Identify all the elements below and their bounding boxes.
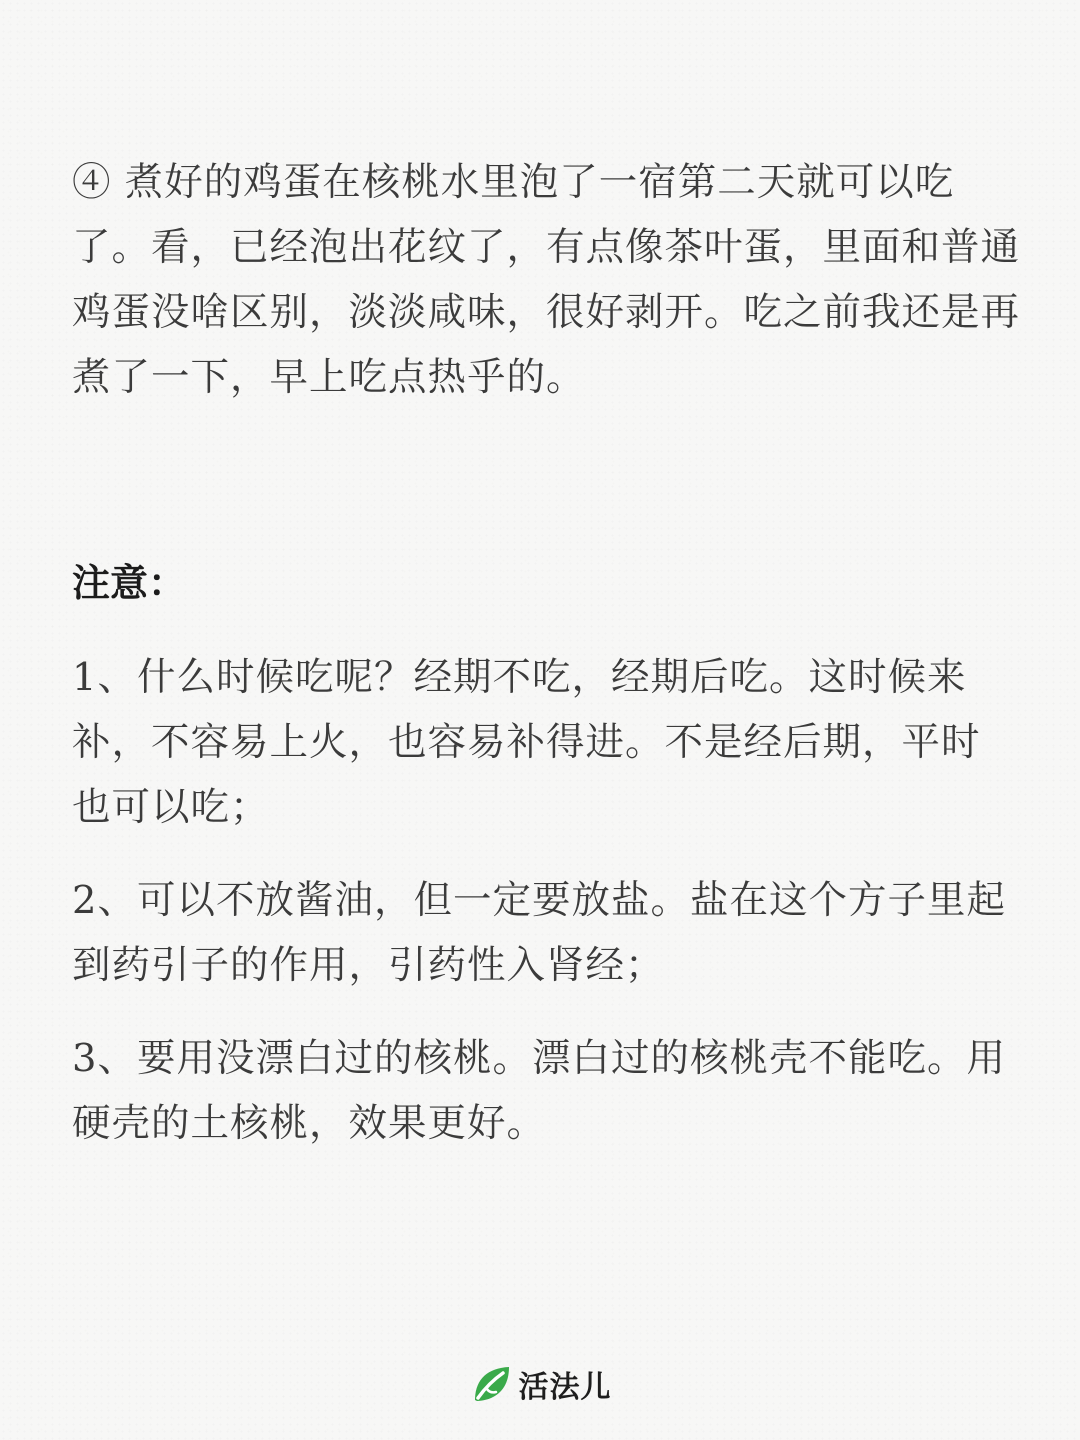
notes-heading: 注意： — [72, 561, 187, 605]
notes-list — [72, 645, 1017, 1184]
brand-name: 活法儿 — [518, 1370, 612, 1405]
intro-paragraph: ④ 煮好的鸡蛋在核桃水里泡了一宿第二天就可以吃了。看，已经泡出花纹了，有点像茶叶蛋，里面和普通鸡蛋没啥区别，淡淡咸味，很好剥开。吃之前我还是再煮了一下，早上吃点热乎的。 — [72, 160, 1021, 400]
intro-section — [72, 150, 1032, 410]
note-item-2: 2、可以不放酱油，但一定要放盐。盐在这个方子里起到药引子的作用，引药性入肾经； — [72, 878, 1006, 988]
brand-footer — [0, 1356, 1080, 1412]
note-item-3: 3、要用没漂白过的核桃。漂白过的核桃壳不能吃。用硬壳的土核桃，效果更好。 — [72, 1036, 1006, 1146]
leaf-icon — [469, 1362, 513, 1406]
note-item-1: 1、什么时候吃呢？经期不吃，经期后吃。这时候来补，不容易上火，也容易补得进。不是经后期，平时也可以吃； — [72, 655, 981, 830]
